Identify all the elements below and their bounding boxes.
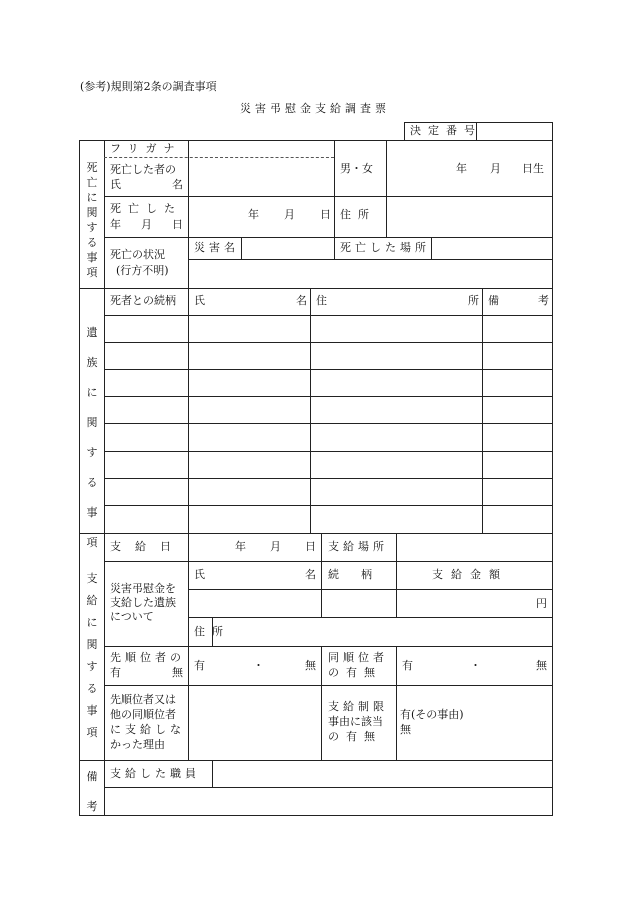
death-section-label: 死亡に関する事項 (86, 161, 98, 279)
payment-month: 月 (270, 540, 281, 553)
deceased-address-label: 住所 (340, 208, 376, 221)
recipient-relation-label: 続柄 (328, 568, 394, 581)
same-rank-label-1: 同順位者 (328, 651, 388, 664)
death-date-label-1: 死亡した (110, 202, 182, 215)
prior-dot: ・ (253, 659, 264, 672)
payment-day: 日 (305, 540, 316, 553)
family-label-3: について (110, 610, 154, 623)
death-date-label-2a: 年 (110, 218, 121, 231)
note-header-a: 備 (488, 294, 499, 307)
amount-label: 支給金額 (432, 568, 508, 581)
furigana-label: フリガナ (110, 142, 182, 155)
payment-section-label: 支給に関する事項 (86, 572, 98, 739)
prior-no: 無 (305, 659, 316, 672)
deceased-name-label-2b: 名 (172, 178, 183, 191)
recipient-name-b: 名 (305, 568, 316, 581)
form-title: 災害弔慰金支給調査票 (240, 102, 390, 115)
payment-date-label: 支給日 (110, 540, 185, 553)
reference-note: (参考)規則第2条の調査事項 (80, 80, 217, 93)
note-header-b: 考 (538, 294, 549, 307)
prior-holder-label-2b: 無 (172, 666, 183, 679)
death-year: 年 (248, 208, 259, 221)
birth-day: 日生 (522, 162, 544, 175)
deceased-name-label-2a: 氏 (110, 178, 121, 191)
death-date-label-2b: 月 (141, 218, 152, 231)
payment-place-label: 支給場所 (328, 540, 388, 553)
name-header-b: 名 (296, 294, 307, 307)
same-dot: ・ (470, 659, 481, 672)
limit-label-2: 事由に該当 (328, 715, 383, 728)
same-rank-label-2: の有無 (328, 666, 382, 679)
prior-holder-label-1: 先順位者の (110, 651, 185, 664)
name-header-a: 氏 (194, 294, 205, 307)
staff-label: 支給した職員 (110, 767, 200, 780)
prior-yes: 有 (194, 659, 205, 672)
limit-no: 無 (400, 723, 411, 736)
reason-label-2: 他の同順位者 (110, 708, 176, 721)
deceased-name-label-1: 死亡した者の (110, 163, 176, 176)
reason-label-1: 先順位者又は (110, 693, 176, 706)
disaster-name-label: 災害名 (194, 241, 239, 254)
limit-label-3: の有無 (328, 730, 382, 743)
same-no: 無 (536, 659, 547, 672)
death-status-label: 死亡の状況 (110, 248, 165, 261)
remarks-section-label: 備考 (86, 770, 98, 813)
recipient-address-label: 住所 (194, 625, 230, 638)
limit-yes: 有(その事由) (400, 708, 464, 721)
relation-header: 死者との続柄 (110, 294, 176, 307)
reason-label-3: に支給しな (110, 723, 185, 736)
same-yes: 有 (402, 659, 413, 672)
death-place-label: 死亡した場所 (340, 241, 430, 254)
death-date-label-2c: 日 (172, 218, 183, 231)
recipient-name-a: 氏 (194, 568, 205, 581)
family-label-2: 支給した遺族 (110, 596, 176, 609)
sex-field: 男・女 (340, 162, 373, 175)
family-label-1: 災害弔慰金を (110, 582, 176, 595)
bereaved-section-label: 遺族に関する事項 (86, 326, 98, 549)
decision-number-label: 決定番号 (410, 124, 482, 137)
limit-label-1: 支給制限 (328, 700, 388, 713)
birth-month: 月 (490, 162, 501, 175)
address-header-a: 住 (316, 294, 327, 307)
birth-year: 年 (456, 162, 467, 175)
death-month: 月 (284, 208, 295, 221)
missing-label: (行方不明) (116, 264, 169, 277)
reason-label-4: かった理由 (110, 738, 165, 751)
yen-unit: 円 (536, 597, 547, 610)
payment-year: 年 (235, 540, 246, 553)
death-day: 日 (320, 208, 331, 221)
address-header-b: 所 (468, 294, 479, 307)
prior-holder-label-2a: 有 (110, 666, 121, 679)
